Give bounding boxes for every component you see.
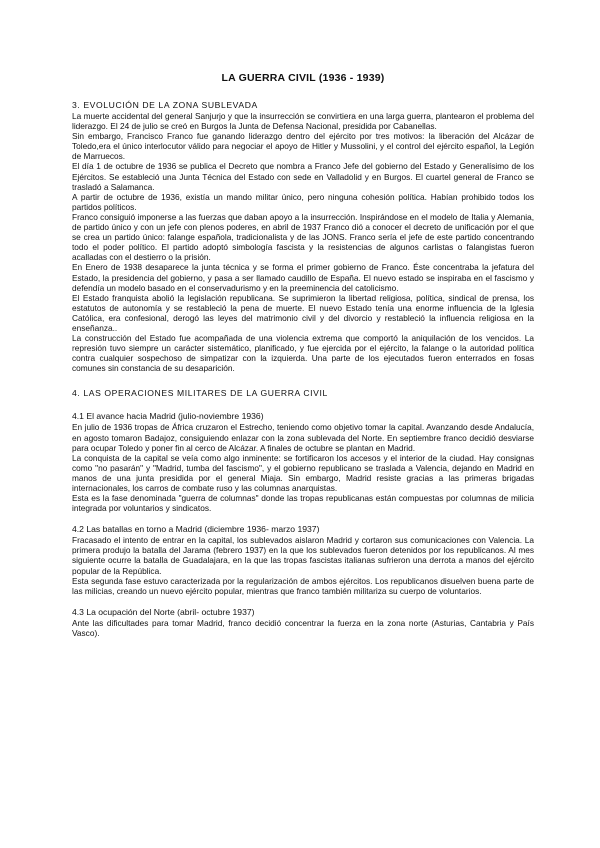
subsection-4-3-heading: 4.3 La ocupación del Norte (abril- octubre 1937)	[72, 606, 255, 617]
paragraph: A partir de octubre de 1936, existía un mando militar único, pero ninguna cohesión política. Habían prohibido todos los partidos políticos.	[72, 191, 534, 212]
document-title: LA GUERRA CIVIL (1936 - 1939)	[221, 72, 385, 84]
paragraph: El día 1 de octubre de 1936 se publica el Decreto que nombra a Franco Jefe del gobierno del Estado y Generalísimo de los Ejércitos. Se estableció una Junta Técnica del Estado con sede en Valladolid y en Burgos. El cuartel general de Franco se trasladó a Salamanca.	[72, 161, 534, 192]
paragraph: La construcción del Estado fue acompañada de una violencia extrema que comportó la aniquilación de los vencidos. La represión tuvo siempre un carácter sistemático, planificado, y fue ejercida por el ejército, la falange o la autoridad política contra cualquier sospechoso de simpatizar con la izquierda. Una parte de los ejecutados fueron enterrados en fosas comunes sin constancia de su desaparición.	[72, 333, 534, 374]
paragraph: La conquista de la capital se veía como algo inminente: se fortificaron los accesos y el interior de la ciudad. Hay consignas como "no pasarán" y "Madrid, tumba del fascismo", y el gobierno republicano se traslada a Valencia, dejando en Madrid en manos de una junta presidida por el general Miaja. Sin embargo, Madrid resiste gracias a las primeras brigadas internacionales, los carros de combate ruso y las columnas anarquistas.	[72, 452, 534, 493]
paragraph: Fracasado el intento de entrar en la capital, los sublevados aislaron Madrid y cortaron sus comunicaciones con Valencia. La primera produjo la batalla del Jarama (febrero 1937) en la que los sublevados fueron detenidos por los republicanos. Al mes siguiente ocurre la batalla de Guadalajara, en la que las tropas fascistas italianas sufrieron una derrota a manos del ejército popular de la República.	[72, 535, 534, 576]
paragraph: La muerte accidental del general Sanjurjo y que la insurrección se convirtiera en una larga guerra, plantearon el problema del liderazgo. El 24 de julio se creó en Burgos la Junta de Defensa Nacional, presidida por Cabanellas.	[72, 111, 534, 132]
paragraph: Esta segunda fase estuvo caracterizada por la regularización de ambos ejércitos. Los republicanos disuelven buena parte de las milicias, creando un nuevo ejército popular, mientras que franco también militariza su cuerpo de voluntarios.	[72, 575, 534, 596]
paragraph: Esta es la fase denominada "guerra de columnas" donde las tropas republicanas están compuestas por columnas de milicia integrada por voluntarios y sindicatos.	[72, 493, 534, 514]
paragraph: El Estado franquista abolió la legislación republicana. Se suprimieron la libertad religiosa, política, sindical de prensa, los estatutos de autonomía y se restableció la pena de muerte. El nuevo Estado tenía una enorme influencia de la Iglesia Católica, era confesional, derogó las leyes del matrimonio civil y del divorcio y restableció la influencia religiosa en la enseñanza..	[72, 292, 534, 333]
document-page	[72, 72, 534, 638]
paragraph: Ante las dificultades para tomar Madrid, franco decidió concentrar la fuerza en la zona norte (Asturias, Cantabria y País Vasco).	[72, 617, 534, 638]
paragraph: En Enero de 1938 desaparece la junta técnica y se forma el primer gobierno de Franco. Éste concentraba la jefatura del Estado, la presidencia del gobierno, y pasa a ser llamado caudillo de España. El nuevo estado se inspiraba en el fascismo y defendía un modelo basado en el conservadurismo y en la preeminencia del catolicismo.	[72, 262, 534, 293]
section-4-heading: 4. LAS OPERACIONES MILITARES DE LA GUERRA CIVIL	[72, 388, 328, 399]
section-3-heading: 3. EVOLUCIÓN DE LA ZONA SUBLEVADA	[72, 100, 258, 110]
paragraph: Franco consiguió imponerse a las fuerzas que daban apoyo a la insurrección. Inspirándose en el modelo de Italia y Alemania, de partido único y con un jefe con plenos poderes, en abril de 1937 Franco dió a conocer el decreto de unificación por el que se crea un partido único: falange española, tradicionalista y de las JONS. Franco sería el jefe de este partido concentrando todo el poder político. El partido adoptó simbología fascista y la resistencias de algunos carlistas o falangistas fueron acalladas con el destierro o la prisión.	[72, 211, 534, 263]
subsection-4-1-heading: 4.1 El avance hacia Madrid (julio-noviembre 1936)	[72, 411, 264, 422]
paragraph: Sin embargo, Francisco Franco fue ganando liderazgo dentro del ejército por tres motivos: la liberación del Alcázar de Toledo,era el único interlocutor válido para negociar el apoyo de Hitler y Mussolini, y el control del ejército español, la Legión de Marruecos.	[72, 131, 534, 162]
subsection-4-2-heading: 4.2 Las batallas en torno a Madrid (diciembre 1936- marzo 1937)	[72, 524, 320, 535]
paragraph: En julio de 1936 tropas de África cruzaron el Estrecho, teniendo como objetivo tomar la capital. Avanzando desde Andalucía, en agosto tomaron Badajoz, consiguiendo enlazar con la zona sublevada del Norte. En septiembre franco decidió desviarse para ocupar Toledo y poner fin al cerco de Alcázar. A finales de octubre se plantan en Madrid.	[72, 422, 534, 453]
